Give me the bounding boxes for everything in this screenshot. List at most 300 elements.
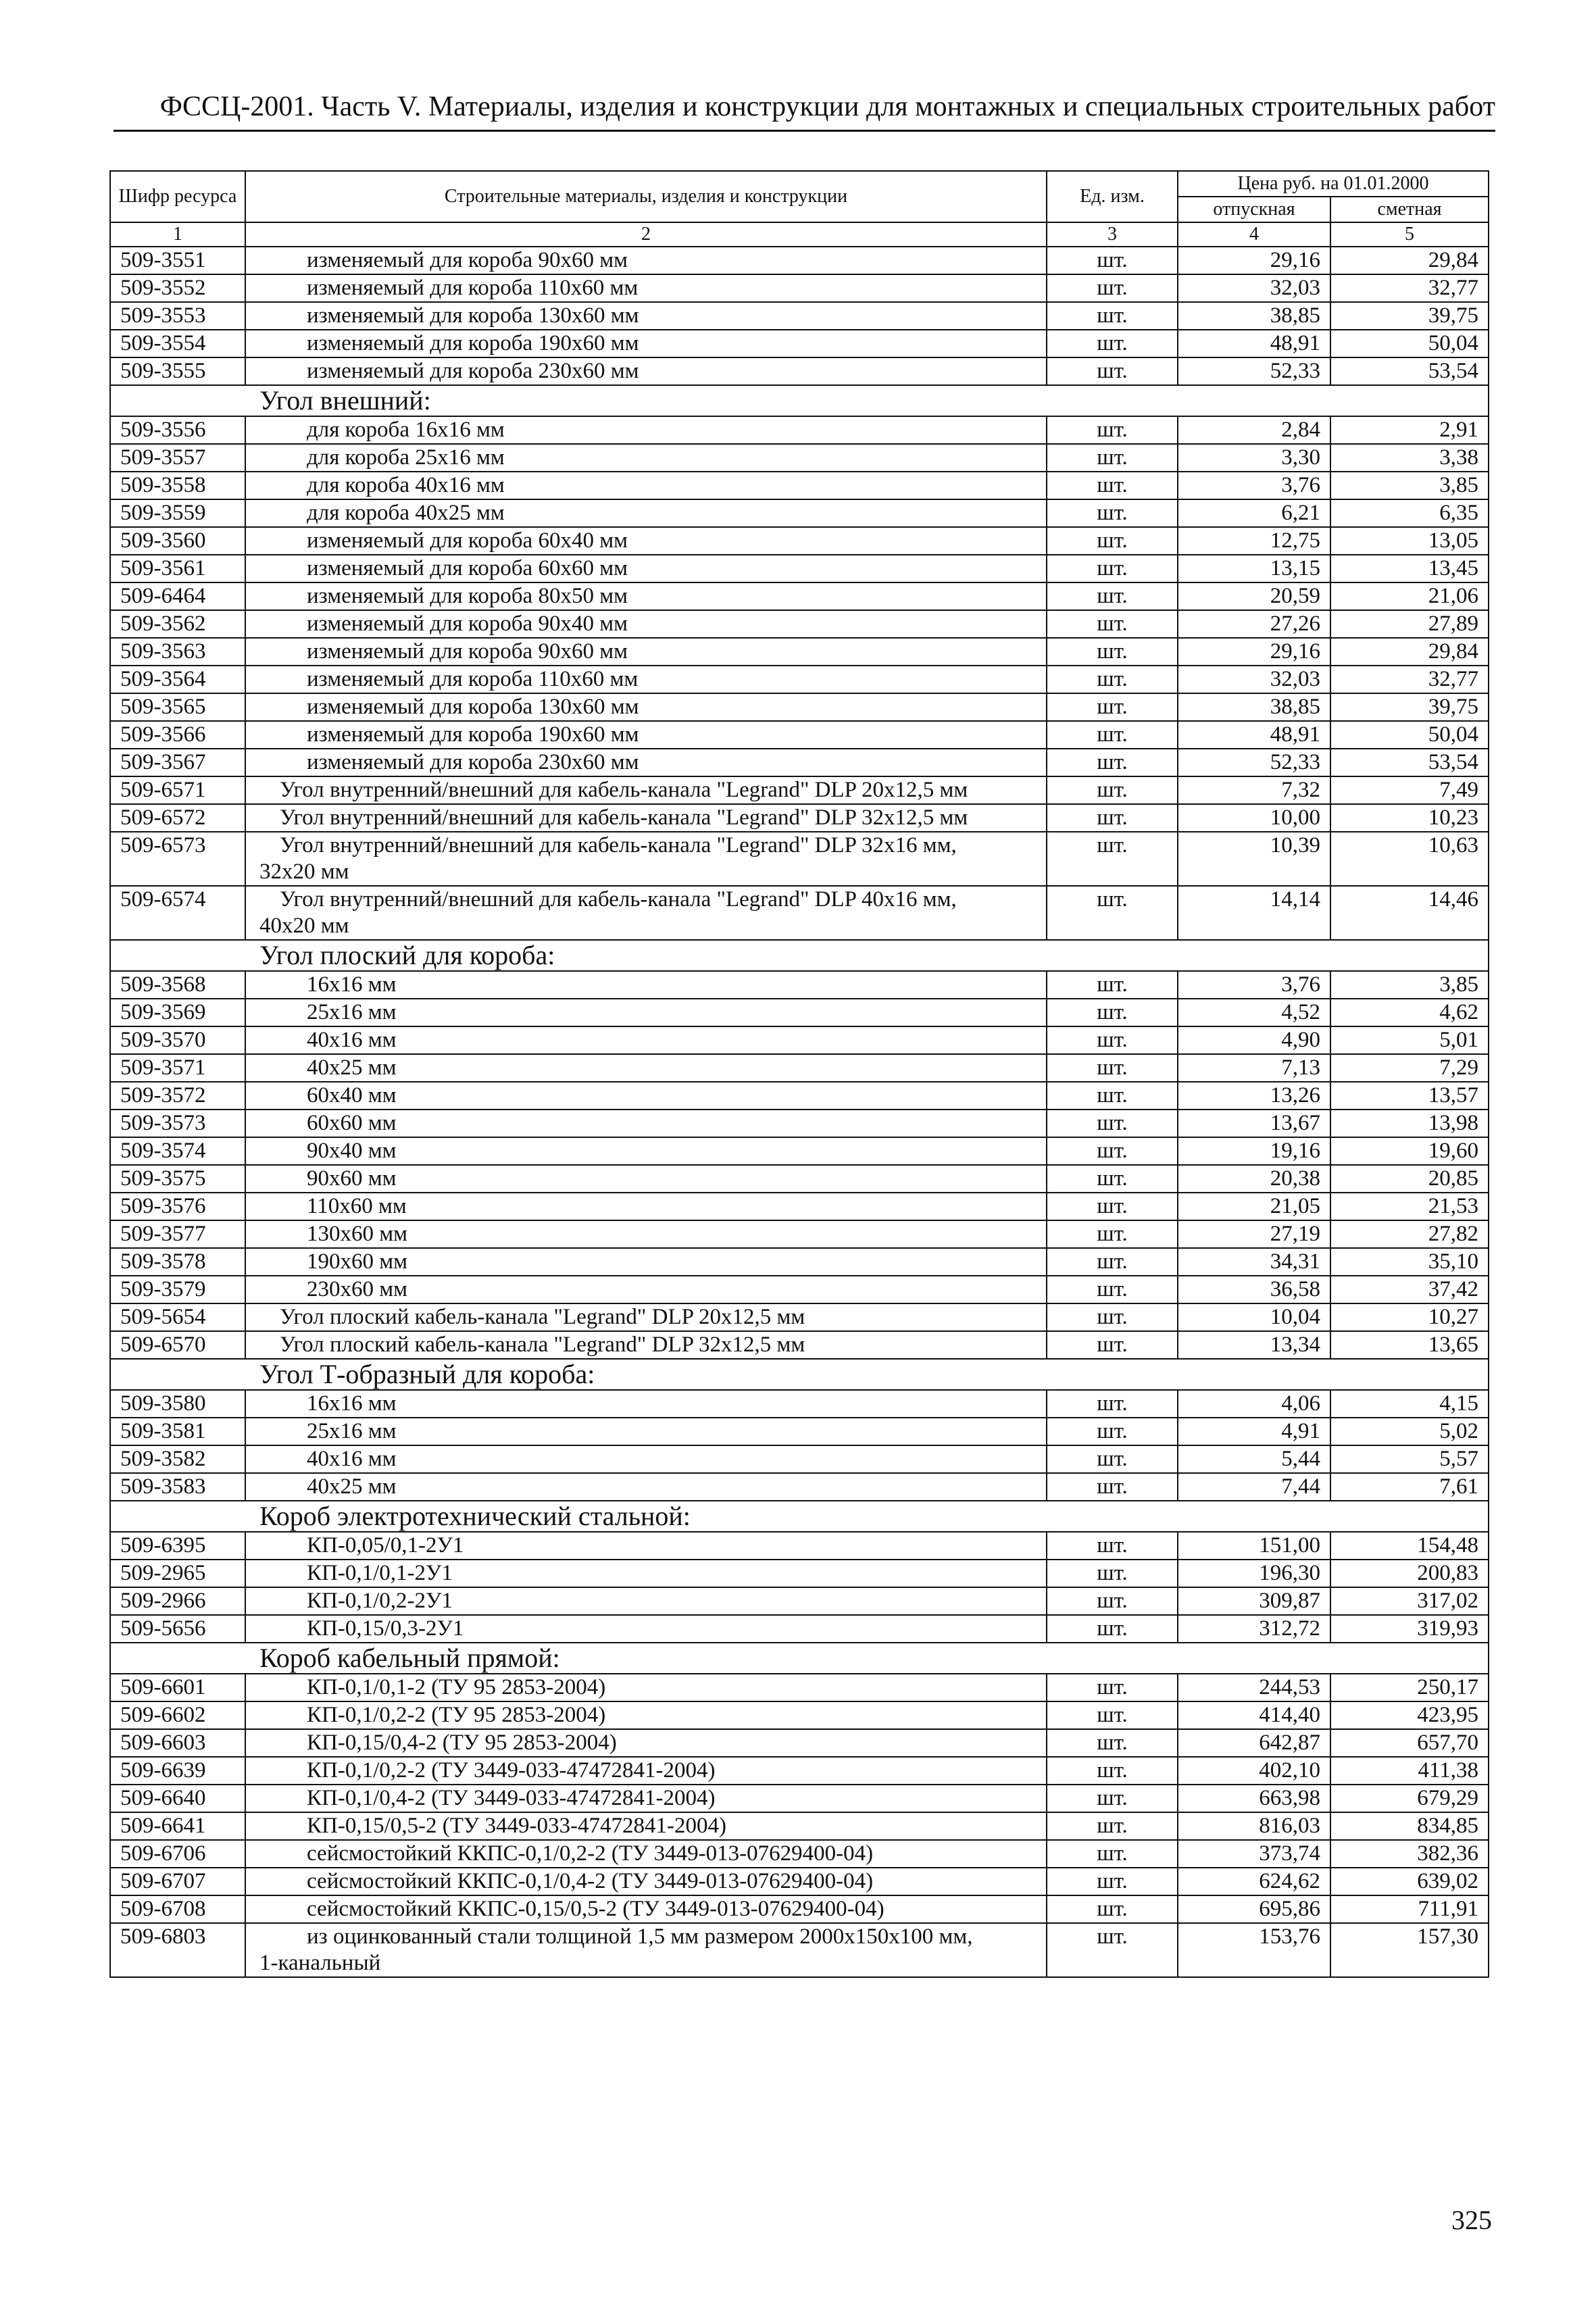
table-row [110,1276,1489,1303]
resource-code: 509-6803 [110,1923,245,1977]
unit-of-measure: шт. [1047,1137,1178,1165]
release-price: 3,30 [1178,444,1330,472]
resource-code: 509-2966 [110,1587,245,1615]
resource-name: 40х25 мм [307,1474,397,1499]
column-number: 2 [245,222,1047,247]
unit-of-measure: шт. [1047,749,1178,776]
resource-code: 509-3583 [110,1473,245,1501]
unit-of-measure: шт. [1047,1532,1178,1560]
unit-of-measure: шт. [1047,472,1178,499]
resource-code: 509-3579 [110,1276,245,1303]
release-price: 3,76 [1178,971,1330,999]
release-price: 624,62 [1178,1868,1330,1895]
section-header-row [110,940,1489,971]
release-price: 309,87 [1178,1587,1330,1615]
unit-of-measure: шт. [1047,1757,1178,1785]
resource-name-cell [245,1390,1047,1418]
header-price-release: отпускная [1178,197,1330,222]
resource-name: КП-0,1/0,1-2У1 [307,1561,453,1585]
release-price: 29,16 [1178,247,1330,274]
resource-name: изменяемый для короба 80х50 мм [307,584,628,608]
table-row [110,1812,1489,1840]
release-price: 402,10 [1178,1757,1330,1785]
section-title: Короб кабельный прямой: [110,1643,1489,1674]
resource-name-continuation: 40х20 мм [259,914,349,938]
section-header-row [110,1501,1489,1532]
table-row [110,749,1489,776]
unit-of-measure: шт. [1047,1560,1178,1587]
estimate-price: 13,57 [1330,1082,1489,1110]
resource-name-cell [245,693,1047,721]
unit-of-measure: шт. [1047,1840,1178,1868]
resource-name: изменяемый для короба 90х60 мм [307,639,628,664]
resource-name: КП-0,1/0,2-2 (ТУ 3449-033-47472841-2004) [307,1758,716,1783]
release-price: 52,33 [1178,357,1330,385]
table-row [110,804,1489,832]
resource-name-cell [245,1757,1047,1785]
table-row [110,357,1489,385]
release-price: 4,90 [1178,1026,1330,1054]
release-price: 6,21 [1178,499,1330,527]
resource-code: 509-3574 [110,1137,245,1165]
resource-name-continuation: 1-канальный [259,1951,381,1975]
resource-name-cell [245,302,1047,330]
resource-name-cell [245,357,1047,385]
unit-of-measure: шт. [1047,1674,1178,1701]
price-table [109,170,1489,1978]
resource-code: 509-3570 [110,1026,245,1054]
unit-of-measure: шт. [1047,721,1178,749]
estimate-price: 639,02 [1330,1868,1489,1895]
release-price: 12,75 [1178,527,1330,555]
resource-name: 16х16 мм [307,1391,397,1416]
table-row [110,416,1489,444]
estimate-price: 319,93 [1330,1615,1489,1643]
resource-name: КП-0,1/0,1-2 (ТУ 95 2853-2004) [307,1675,606,1699]
resource-name: Угол плоский кабель-канала "Legrand" DLP 20х12,5 мм [280,1305,805,1329]
estimate-price: 14,46 [1330,886,1489,940]
table-row [110,444,1489,472]
resource-code: 509-3566 [110,721,245,749]
estimate-price: 6,35 [1330,499,1489,527]
table-row [110,1729,1489,1757]
estimate-price: 50,04 [1330,330,1489,357]
resource-name-cell [245,1701,1047,1729]
release-price: 10,00 [1178,804,1330,832]
resource-name-cell [245,1445,1047,1473]
unit-of-measure: шт. [1047,1276,1178,1303]
estimate-price: 2,91 [1330,416,1489,444]
resource-name-cell [245,721,1047,749]
unit-of-measure: шт. [1047,1868,1178,1895]
table-row [110,1701,1489,1729]
table-row [110,274,1489,302]
resource-name: для короба 40х16 мм [307,473,505,497]
resource-name: сейсмостойкий ККПС-0,1/0,2-2 (ТУ 3449-013-07629400-04) [307,1841,874,1866]
section-title: Короб электротехнический стальной: [110,1501,1489,1532]
resource-name: изменяемый для короба 90х40 мм [307,612,628,636]
table-row [110,1615,1489,1643]
estimate-price: 21,53 [1330,1193,1489,1220]
estimate-price: 250,17 [1330,1674,1489,1701]
resource-code: 509-3573 [110,1110,245,1137]
resource-name-cell [245,886,1047,940]
release-price: 13,34 [1178,1331,1330,1359]
resource-code: 509-3553 [110,302,245,330]
release-price: 642,87 [1178,1729,1330,1757]
resource-code: 509-6570 [110,1331,245,1359]
resource-code: 509-3572 [110,1082,245,1110]
resource-name-cell [245,1729,1047,1757]
release-price: 7,32 [1178,776,1330,804]
header-price-estimate: сметная [1330,197,1489,222]
release-price: 34,31 [1178,1248,1330,1276]
resource-name-cell [245,1082,1047,1110]
release-price: 10,04 [1178,1303,1330,1331]
estimate-price: 157,30 [1330,1923,1489,1977]
header-divider [114,130,1495,132]
release-price: 48,91 [1178,721,1330,749]
resource-code: 509-6641 [110,1812,245,1840]
resource-name-cell [245,804,1047,832]
resource-code: 509-3582 [110,1445,245,1473]
resource-name-continuation: 32х20 мм [259,860,349,884]
resource-name-cell [245,582,1047,610]
unit-of-measure: шт. [1047,693,1178,721]
unit-of-measure: шт. [1047,330,1178,357]
table-row [110,1248,1489,1276]
resource-code: 509-3562 [110,610,245,638]
table-row [110,247,1489,274]
resource-code: 509-3569 [110,999,245,1026]
estimate-price: 382,36 [1330,1840,1489,1868]
resource-name-cell [245,776,1047,804]
estimate-price: 4,62 [1330,999,1489,1026]
unit-of-measure: шт. [1047,444,1178,472]
table-row [110,1532,1489,1560]
resource-name-cell [245,1473,1047,1501]
table-row [110,666,1489,693]
resource-name-cell [245,971,1047,999]
resource-code: 509-3577 [110,1220,245,1248]
resource-name: 90х40 мм [307,1139,397,1163]
resource-code: 509-3564 [110,666,245,693]
table-row [110,1418,1489,1445]
resource-code: 509-3571 [110,1054,245,1082]
release-price: 4,91 [1178,1418,1330,1445]
release-price: 196,30 [1178,1560,1330,1587]
release-price: 312,72 [1178,1615,1330,1643]
resource-name: 60х60 мм [307,1111,397,1135]
unit-of-measure: шт. [1047,1331,1178,1359]
resource-name: Угол внутренний/внешний для кабель-канала "Legrand" DLP 32х12,5 мм [280,805,968,830]
unit-of-measure: шт. [1047,1303,1178,1331]
estimate-price: 5,01 [1330,1026,1489,1054]
resource-name: изменяемый для короба 230х60 мм [307,359,639,383]
estimate-price: 13,05 [1330,527,1489,555]
page-header-title: ФССЦ-2001. Часть V. Материалы, изделия и конструкции для монтажных и специальных строительных работ [159,91,1495,122]
resource-name-cell [245,416,1047,444]
resource-name-cell [245,1303,1047,1331]
unit-of-measure: шт. [1047,832,1178,886]
price-table-container [109,170,1489,1978]
estimate-price: 13,65 [1330,1331,1489,1359]
table-row [110,555,1489,582]
resource-name: 110х60 мм [307,1194,407,1218]
header-unit: Ед. изм. [1047,171,1178,222]
resource-code: 509-3558 [110,472,245,499]
resource-code: 509-3561 [110,555,245,582]
unit-of-measure: шт. [1047,1895,1178,1923]
release-price: 2,84 [1178,416,1330,444]
estimate-price: 3,85 [1330,472,1489,499]
section-title: Угол плоский для короба: [110,940,1489,971]
estimate-price: 317,02 [1330,1587,1489,1615]
resource-name: сейсмостойкий ККПС-0,1/0,4-2 (ТУ 3449-013-07629400-04) [307,1869,874,1893]
estimate-price: 5,57 [1330,1445,1489,1473]
resource-name-cell [245,499,1047,527]
estimate-price: 27,82 [1330,1220,1489,1248]
table-row [110,330,1489,357]
resource-name-cell [245,1868,1047,1895]
estimate-price: 10,27 [1330,1303,1489,1331]
resource-name-cell [245,1331,1047,1359]
estimate-price: 32,77 [1330,274,1489,302]
resource-name-cell [245,1560,1047,1587]
resource-code: 509-3578 [110,1248,245,1276]
release-price: 151,00 [1178,1532,1330,1560]
resource-name: изменяемый для короба 190х60 мм [307,331,639,355]
resource-code: 509-3568 [110,971,245,999]
estimate-price: 711,91 [1330,1895,1489,1923]
resource-name-cell [245,330,1047,357]
table-row [110,971,1489,999]
resource-name: КП-0,1/0,4-2 (ТУ 3449-033-47472841-2004) [307,1786,716,1810]
table-row [110,302,1489,330]
resource-name-cell [245,1785,1047,1812]
release-price: 32,03 [1178,666,1330,693]
resource-name: изменяемый для короба 130х60 мм [307,303,639,328]
resource-code: 509-3556 [110,416,245,444]
unit-of-measure: шт. [1047,1110,1178,1137]
resource-name-cell [245,1110,1047,1137]
release-price: 13,67 [1178,1110,1330,1137]
unit-of-measure: шт. [1047,1220,1178,1248]
resource-name: Угол внутренний/внешний для кабель-канала "Legrand" DLP 20х12,5 мм [280,778,968,802]
table-row [110,582,1489,610]
release-price: 414,40 [1178,1701,1330,1729]
estimate-price: 679,29 [1330,1785,1489,1812]
unit-of-measure: шт. [1047,1445,1178,1473]
unit-of-measure: шт. [1047,638,1178,666]
resource-name: КП-0,15/0,5-2 (ТУ 3449-033-47472841-2004) [307,1814,726,1838]
resource-name: изменяемый для короба 60х40 мм [307,528,628,553]
release-price: 27,26 [1178,610,1330,638]
resource-name-cell [245,1026,1047,1054]
resource-code: 509-3563 [110,638,245,666]
unit-of-measure: шт. [1047,1390,1178,1418]
release-price: 20,59 [1178,582,1330,610]
header-price: Цена руб. на 01.01.2000 [1178,171,1489,197]
resource-name: для короба 25х16 мм [307,445,505,470]
table-row [110,1193,1489,1220]
resource-name-cell [245,527,1047,555]
resource-name: изменяемый для короба 230х60 мм [307,750,639,774]
unit-of-measure: шт. [1047,1082,1178,1110]
resource-name: 60х40 мм [307,1083,397,1107]
resource-code: 509-3580 [110,1390,245,1418]
unit-of-measure: шт. [1047,555,1178,582]
resource-name-cell [245,1840,1047,1868]
table-row [110,638,1489,666]
table-row [110,1757,1489,1785]
resource-code: 509-6573 [110,832,245,886]
resource-name-cell [245,1220,1047,1248]
estimate-price: 10,63 [1330,832,1489,886]
table-row [110,1785,1489,1812]
resource-code: 509-6572 [110,804,245,832]
release-price: 10,39 [1178,832,1330,886]
resource-code: 509-3552 [110,274,245,302]
release-price: 32,03 [1178,274,1330,302]
resource-code: 509-6639 [110,1757,245,1785]
unit-of-measure: шт. [1047,499,1178,527]
resource-code: 509-6571 [110,776,245,804]
resource-name: 40х16 мм [307,1028,397,1052]
resource-code: 509-2965 [110,1560,245,1587]
estimate-price: 154,48 [1330,1532,1489,1560]
table-row [110,693,1489,721]
column-number: 1 [110,222,245,247]
release-price: 7,44 [1178,1473,1330,1501]
estimate-price: 5,02 [1330,1418,1489,1445]
resource-name-cell [245,638,1047,666]
resource-name: Угол внутренний/внешний для кабель-канала "Legrand" DLP 32х16 мм, [280,833,957,857]
resource-name: 25х16 мм [307,1000,397,1024]
release-price: 13,26 [1178,1082,1330,1110]
resource-code: 509-6601 [110,1674,245,1701]
price-table-body [110,247,1489,1977]
unit-of-measure: шт. [1047,1193,1178,1220]
table-row [110,776,1489,804]
resource-name: КП-0,15/0,3-2У1 [307,1616,464,1641]
table-row [110,1473,1489,1501]
resource-code: 509-3567 [110,749,245,776]
unit-of-measure: шт. [1047,1418,1178,1445]
resource-code: 509-3576 [110,1193,245,1220]
resource-name: Угол внутренний/внешний для кабель-канала "Legrand" DLP 40х16 мм, [280,887,957,912]
estimate-price: 834,85 [1330,1812,1489,1840]
estimate-price: 3,38 [1330,444,1489,472]
section-title: Угол Т-образный для короба: [110,1359,1489,1390]
resource-name: 40х25 мм [307,1055,397,1080]
table-row [110,721,1489,749]
resource-name: сейсмостойкий ККПС-0,15/0,5-2 (ТУ 3449-013-07629400-04) [307,1897,884,1921]
table-row [110,1560,1489,1587]
resource-name-cell [245,444,1047,472]
estimate-price: 200,83 [1330,1560,1489,1587]
resource-name: изменяемый для короба 110х60 мм [307,276,639,300]
resource-name: 40х16 мм [307,1447,397,1471]
table-row [110,1137,1489,1165]
estimate-price: 411,38 [1330,1757,1489,1785]
resource-name: 130х60 мм [307,1222,408,1246]
unit-of-measure: шт. [1047,416,1178,444]
resource-name: 25х16 мм [307,1419,397,1443]
release-price: 20,38 [1178,1165,1330,1193]
resource-name-cell [245,1248,1047,1276]
release-price: 19,16 [1178,1137,1330,1165]
header-code: Шифр ресурса [110,171,245,222]
release-price: 5,44 [1178,1445,1330,1473]
estimate-price: 21,06 [1330,582,1489,610]
unit-of-measure: шт. [1047,247,1178,274]
resource-name: 230х60 мм [307,1277,408,1301]
resource-name-cell [245,1812,1047,1840]
table-row [110,832,1489,886]
table-row [110,1390,1489,1418]
estimate-price: 35,10 [1330,1248,1489,1276]
unit-of-measure: шт. [1047,1054,1178,1082]
table-row [110,1840,1489,1868]
unit-of-measure: шт. [1047,1785,1178,1812]
resource-name-cell [245,472,1047,499]
unit-of-measure: шт. [1047,1729,1178,1757]
resource-name: 16х16 мм [307,972,397,997]
resource-code: 509-3565 [110,693,245,721]
resource-name: КП-0,1/0,2-2 (ТУ 95 2853-2004) [307,1703,606,1727]
resource-name-cell [245,1674,1047,1701]
resource-code: 509-5656 [110,1615,245,1643]
resource-code: 509-5654 [110,1303,245,1331]
resource-name-cell [245,749,1047,776]
unit-of-measure: шт. [1047,302,1178,330]
unit-of-measure: шт. [1047,1026,1178,1054]
resource-code: 509-3575 [110,1165,245,1193]
resource-code: 509-3551 [110,247,245,274]
unit-of-measure: шт. [1047,666,1178,693]
release-price: 13,15 [1178,555,1330,582]
release-price: 816,03 [1178,1812,1330,1840]
column-number: 4 [1178,222,1330,247]
estimate-price: 13,45 [1330,555,1489,582]
resource-name: из оцинкованный стали толщиной 1,5 мм размером 2000х150х100 мм, [307,1924,973,1949]
estimate-price: 29,84 [1330,638,1489,666]
release-price: 4,06 [1178,1390,1330,1418]
resource-code: 509-3581 [110,1418,245,1445]
table-row [110,1026,1489,1054]
table-row [110,499,1489,527]
table-row [110,1054,1489,1082]
resource-name: для короба 16х16 мм [307,418,505,442]
unit-of-measure: шт. [1047,971,1178,999]
table-row [110,1587,1489,1615]
unit-of-measure: шт. [1047,1473,1178,1501]
estimate-price: 13,98 [1330,1110,1489,1137]
release-price: 373,74 [1178,1840,1330,1868]
release-price: 36,58 [1178,1276,1330,1303]
release-price: 663,98 [1178,1785,1330,1812]
release-price: 27,19 [1178,1220,1330,1248]
table-row [110,1445,1489,1473]
resource-name: КП-0,1/0,2-2У1 [307,1589,453,1613]
estimate-price: 19,60 [1330,1137,1489,1165]
unit-of-measure: шт. [1047,610,1178,638]
resource-name: изменяемый для короба 130х60 мм [307,695,639,719]
release-price: 3,76 [1178,472,1330,499]
resource-name-cell [245,666,1047,693]
release-price: 38,85 [1178,693,1330,721]
